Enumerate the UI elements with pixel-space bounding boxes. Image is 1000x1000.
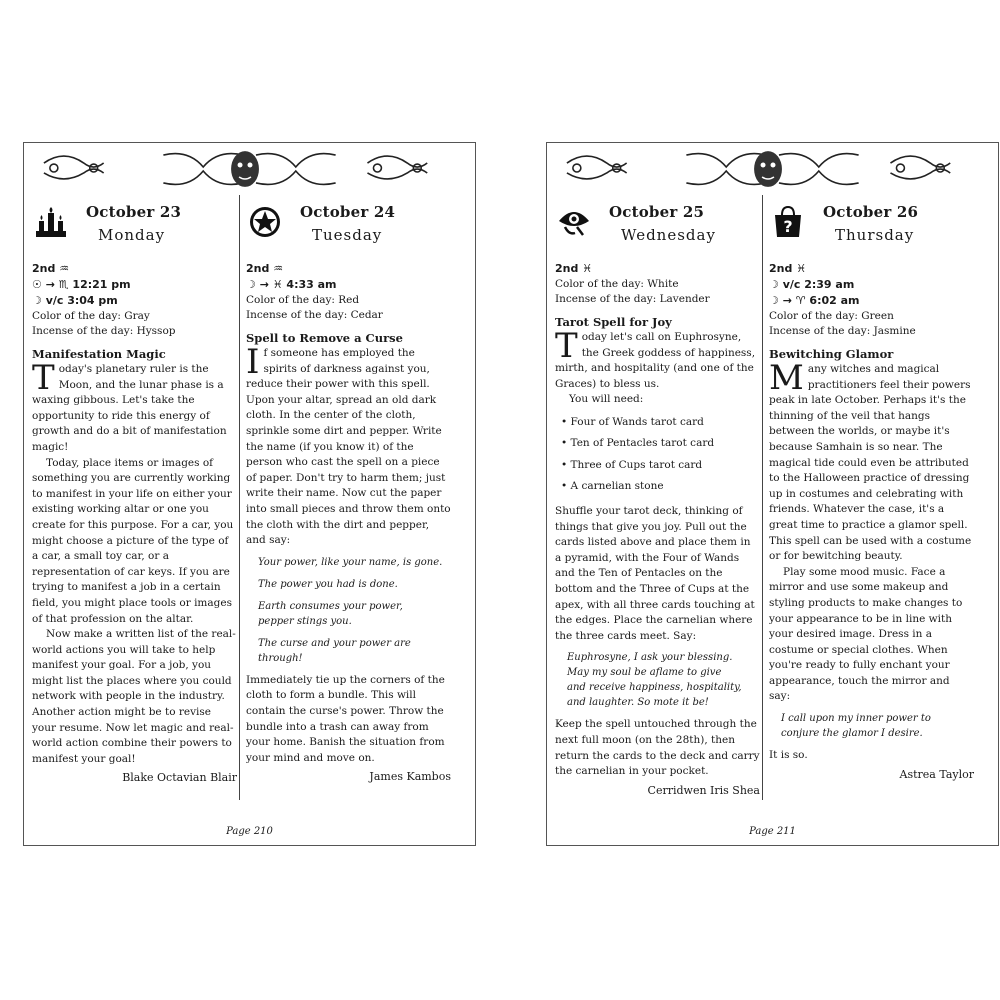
candles-altar-icon (34, 205, 68, 239)
author-byline: Astrea Taylor (899, 767, 974, 781)
drop-cap: M (769, 358, 804, 398)
astro-line: ☽ v/c 3:04 pm (32, 294, 118, 307)
color-of-day: Color of the day: Red (246, 294, 360, 306)
astro-line: 2nd ♓ (769, 262, 807, 275)
paragraph: Play some mood music. Face a mirror and use some makeup and styling products to make changes to your appearance to be in line with your desired image. Dress in a costume or special clothes. When you're ready to fully enchant your appearance, touch the mirror and say: (769, 565, 963, 703)
paragraph: Now make a written list of the real-world actions you will take to help manifest your goal. For a job, you might list the places where you could network with people in the industry. Another action might be to revise your resume. Now let magic and real-world action combine their powers to manifest your goal! (32, 628, 236, 765)
astro-line: ☽ v/c 2:39 am (769, 278, 855, 291)
verse-line: Your power, like your name, is gone. (258, 556, 443, 568)
date-title: October 23 (86, 203, 182, 221)
paragraph: any witches and magical practitioners feel their powers peak in late October. Perhaps it's the thinning of the veil that hangs between the worlds, or maybe it's because Samhain is so near. The magical tide could even be attributed to the Halloween practice of dressing up in costumes and celebrating with friends. Whatever the case, it's a great time to practice a glamor spell. This spell can be used with a costume or for bewitching beauty. (769, 363, 972, 563)
right-page (546, 142, 999, 846)
column-divider (762, 195, 763, 800)
color-of-day: Color of the day: Green (769, 310, 894, 322)
astro-line: ☉ → ♏ 12:21 pm (32, 278, 131, 291)
incantation-verse (781, 711, 974, 741)
paragraph: f someone has employed the spirits of darkness against you, reduce their power with this spell. Upon your altar, spread an old dark cloth. In the center of the cloth, sprinkle some dirt and pepper. Write the name (if you know it) of the person who cast the spell on a piece of paper. Don't try to harm them; just write their name. Now cut the paper into small pieces and throw them onto the cloth with the dirt and pepper, and say: (246, 347, 451, 547)
paragraph: Immediately tie up the corners of the cloth to form a bundle. This will contain the curse's power. Throw the bundle into a trash can away from your home. Banish the situation from your mind and move on. (246, 673, 445, 764)
astro-line: ☽ → ♓ 4:33 am (246, 278, 337, 291)
list-item: • Four of Wands tarot card (561, 415, 704, 428)
day-entry-october-23 (32, 199, 237, 784)
pentacle-icon (248, 205, 282, 239)
list-item: • Three of Cups tarot card (561, 458, 703, 471)
date-title: October 25 (609, 203, 705, 221)
section-title: Manifestation Magic (32, 347, 166, 361)
date-title: October 24 (300, 203, 396, 221)
astro-line: ☽ → ♈ 6:02 am (769, 294, 860, 307)
article-body (555, 326, 760, 408)
verse-line: I call upon my inner power to conjure the glamor I desire. (781, 713, 931, 740)
verse-line: The power you had is done. (258, 578, 398, 590)
list-item: • A carnelian stone (561, 480, 664, 493)
article-body (555, 717, 760, 779)
paragraph: Keep the spell untouched through the next full moon (on the 28th), then return the cards to the deck and carry the carnelian in your pocket. (555, 718, 760, 778)
left-page (23, 142, 476, 846)
verse-line: Earth consumes your power, pepper stings you. (258, 600, 403, 627)
color-of-day: Color of the day: White (555, 278, 679, 290)
incense-of-day: Incense of the day: Cedar (246, 309, 383, 321)
paragraph: You will need: (569, 393, 644, 406)
author-byline: Blake Octavian Blair (122, 771, 237, 785)
article-body (555, 504, 760, 644)
astro-line: 2nd ♒ (32, 262, 70, 275)
article-body (769, 358, 974, 705)
day-entry-october-25 (555, 199, 760, 797)
article-body (246, 673, 451, 767)
astro-line: 2nd ♓ (555, 262, 593, 275)
paragraph: oday let's call on Euphrosyne, the Greek goddess of happiness, mirth, and hospitality (and one of the Graces) to bless us. (555, 331, 756, 390)
drop-cap: I (246, 342, 260, 382)
paragraph: Shuffle your tarot deck, thinking of things that give you joy. Pull out the cards listed above and place them in a pyramid, with the Four of Wands and the Ten of Pentacles on the bottom and the Three of Cups at the apex, with all three cards touching at the edges. Place the carnelian where the three cards meet. Say: (555, 504, 755, 642)
drop-cap: T (555, 326, 578, 366)
weekday: Thursday (835, 226, 915, 244)
weekday: Tuesday (312, 226, 383, 244)
paragraph: It is so. (769, 749, 808, 762)
verse-line: Euphrosyne, I ask your blessing. May my soul be aflame to give and receive happiness, hospitality, and laughter. So mote it be! (567, 652, 742, 709)
materials-list (561, 412, 760, 498)
paragraph: Today, place items or images of something you are currently working to manifest in your life on either your existing working altar or one you create for this purpose. For a car, you might choose a picture of the type of a car, a small toy car, or a representation of car keys. If you are trying to manifest a job in a certain field, you might place tools or images of that profession on the altar. (32, 456, 234, 625)
astro-line: 2nd ♒ (246, 262, 284, 275)
paragraph: oday's planetary ruler is the Moon, and the lunar phase is a waxing gibbous. Let's take the opportunity to ride this energy of growth and do a bit of manifestation magic! (32, 363, 227, 453)
eye-of-horus-icon (557, 205, 591, 239)
green-man-ornament-icon (24, 145, 475, 197)
column-divider (239, 195, 240, 800)
green-man-ornament-icon (547, 145, 998, 197)
article-body (32, 358, 237, 767)
day-entry-october-24 (246, 199, 451, 783)
day-entry-october-26 (769, 199, 974, 781)
drop-cap: T (32, 358, 55, 398)
weekday: Monday (98, 226, 166, 244)
page-number: Page 211 (749, 826, 796, 837)
article-body (769, 748, 974, 764)
section-title: Tarot Spell for Joy (555, 315, 672, 329)
incense-of-day: Incense of the day: Lavender (555, 293, 710, 305)
list-item: • Ten of Pentacles tarot card (561, 437, 715, 450)
section-title: Spell to Remove a Curse (246, 331, 403, 345)
color-of-day: Color of the day: Gray (32, 310, 150, 322)
verse-line: The curse and your power are through! (258, 637, 411, 664)
section-title: Bewitching Glamor (769, 347, 894, 361)
author-byline: James Kambos (369, 770, 451, 784)
incantation-verse (567, 650, 760, 710)
page-number: Page 210 (226, 826, 273, 837)
incense-of-day: Incense of the day: Hyssop (32, 325, 176, 337)
article-body (246, 342, 451, 549)
incantation-verse (258, 555, 451, 666)
incense-of-day: Incense of the day: Jasmine (769, 325, 916, 337)
author-byline: Cerridwen Iris Shea (647, 783, 760, 797)
svg-text:?: ? (783, 217, 793, 236)
date-title: October 26 (823, 203, 919, 221)
shopping-bag-question-icon (771, 205, 805, 239)
weekday: Wednesday (621, 226, 716, 244)
